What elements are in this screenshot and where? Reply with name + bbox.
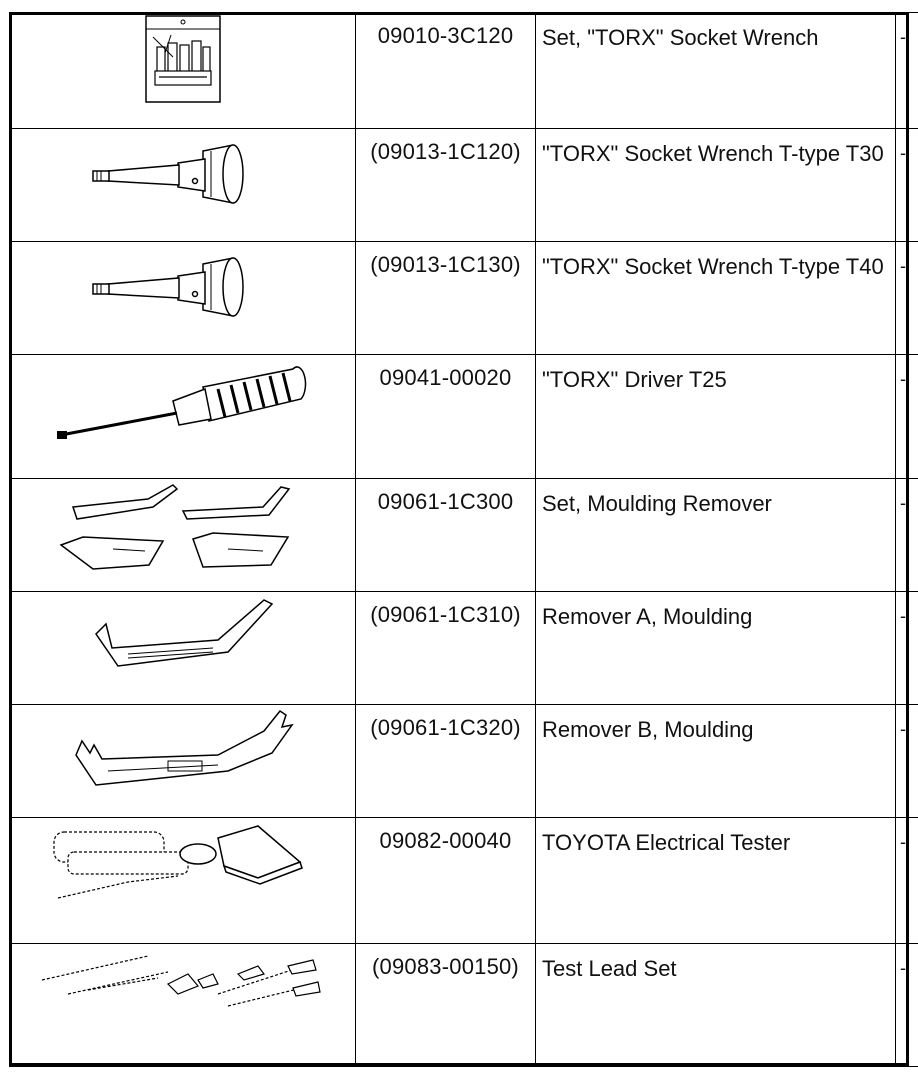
part-note: - [896, 13, 918, 129]
part-description: "TORX" Driver T25 [536, 355, 896, 479]
part-number: 09010-3C120 [356, 13, 536, 129]
part-number: 09041-00020 [356, 355, 536, 479]
part-note: - [896, 592, 918, 705]
part-description: Set, "TORX" Socket Wrench [536, 13, 896, 129]
part-number: (09061-1C310) [356, 592, 536, 705]
part-note: - [896, 705, 918, 818]
part-number: (09013-1C120) [356, 129, 536, 242]
part-number: (09083-00150) [356, 944, 536, 1067]
part-description: Set, Moulding Remover [536, 479, 896, 592]
part-note: - [896, 479, 918, 592]
part-note: - [896, 355, 918, 479]
part-note: - [896, 129, 918, 242]
part-note: - [896, 818, 918, 944]
part-number: (09013-1C130) [356, 242, 536, 355]
part-description: "TORX" Socket Wrench T-type T30 [536, 129, 896, 242]
part-description: Remover A, Moulding [536, 592, 896, 705]
part-number: (09061-1C320) [356, 705, 536, 818]
part-note: - [896, 944, 918, 1067]
table-border [9, 12, 909, 1066]
part-number: 09082-00040 [356, 818, 536, 944]
part-note: - [896, 242, 918, 355]
part-number: 09061-1C300 [356, 479, 536, 592]
part-description: TOYOTA Electrical Tester [536, 818, 896, 944]
part-description: Test Lead Set [536, 944, 896, 1067]
part-description: "TORX" Socket Wrench T-type T40 [536, 242, 896, 355]
part-description: Remover B, Moulding [536, 705, 896, 818]
